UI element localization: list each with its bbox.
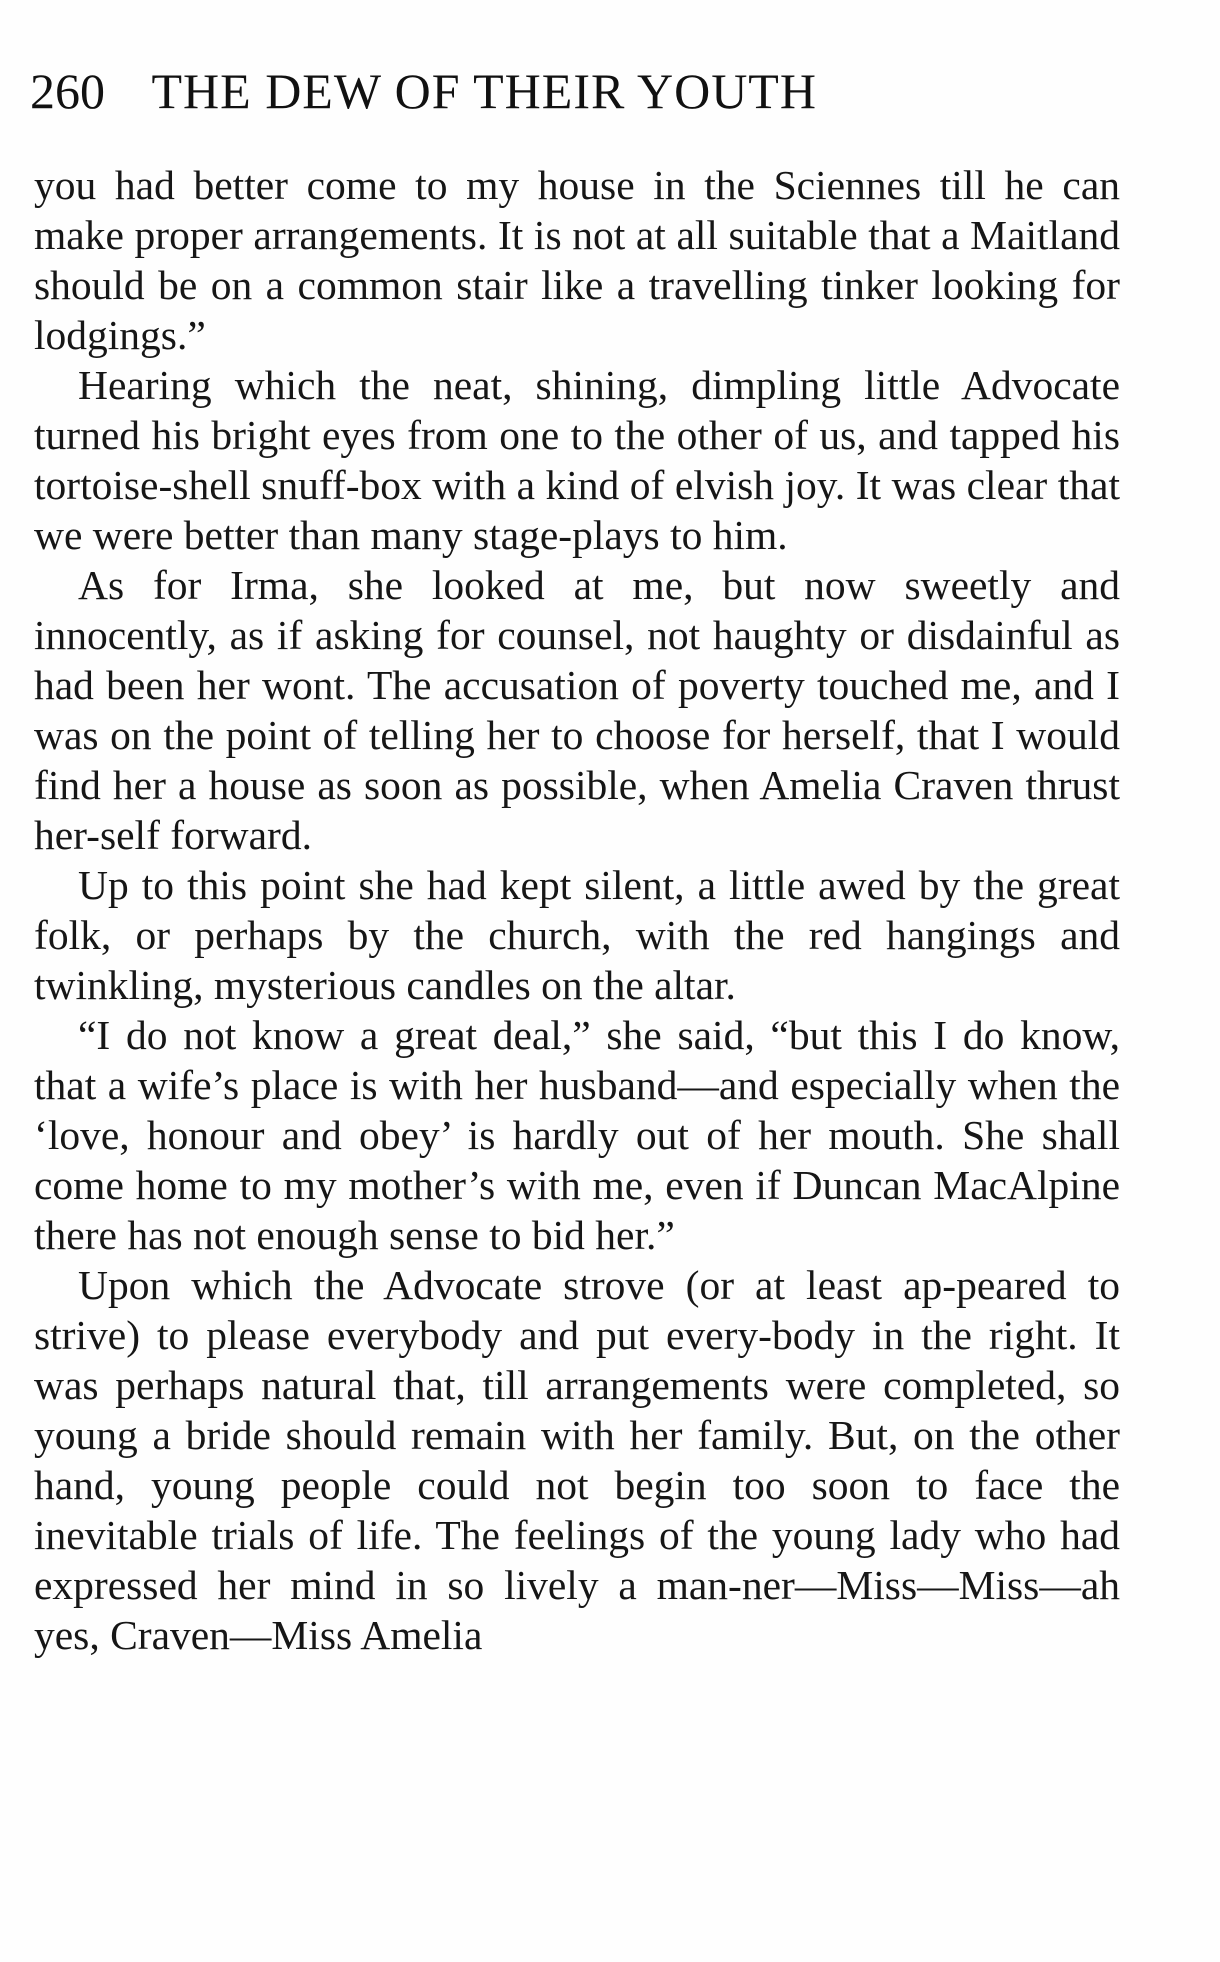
paragraph-5: “I do not know a great deal,” she said, “but this I do know, that a wife’s place is with her husband—and especially when the ‘love, honour and obey’ is hardly out of her mouth. She shall come home to my mother’s with me, even if Duncan MacAlpine there has not enough sense to bid her.” <box>34 1012 1120 1258</box>
running-title: THE DEW OF THEIR YOUTH <box>151 63 817 119</box>
paragraph-1: you had better come to my house in the Sciennes till he can make proper arrangements. It is not at all suitable that a Maitland should be on a common stair like a travelling tinker looking for lodgings.” <box>34 162 1120 358</box>
paragraph-4: Up to this point she had kept silent, a little awed by the great folk, or perhaps by the church, with the red hangings and twinkling, mysterious candles on the altar. <box>34 862 1120 1008</box>
body-text <box>34 160 1120 1660</box>
page-header <box>30 62 1150 120</box>
paragraph-2: Hearing which the neat, shining, dimpling little Advocate turned his bright eyes from one to the other of us, and tapped his tortoise-shell snuff-box with a kind of elvish joy. It was clear that we were better than many stage-plays to him. <box>34 362 1120 558</box>
page-number: 260 <box>30 63 105 119</box>
paragraph-3: As for Irma, she looked at me, but now sweetly and innocently, as if asking for counsel, not haughty or disdainful as had been her wont. The accusation of poverty touched me, and I was on the point of telling her to choose for herself, that I would find her a house as soon as possible, when Amelia Craven thrust her-self forward. <box>34 562 1120 858</box>
paragraph-6: Upon which the Advocate strove (or at least ap-peared to strive) to please everybody and put every-body in the right. It was perhaps natural that, till arrangements were completed, so young a bride should remain with her family. But, on the other hand, young people could not begin too soon to face the inevitable trials of life. The feelings of the young lady who had expressed her mind in so lively a man-ner—Miss—Miss—ah yes, Craven—Miss Amelia <box>34 1262 1120 1658</box>
